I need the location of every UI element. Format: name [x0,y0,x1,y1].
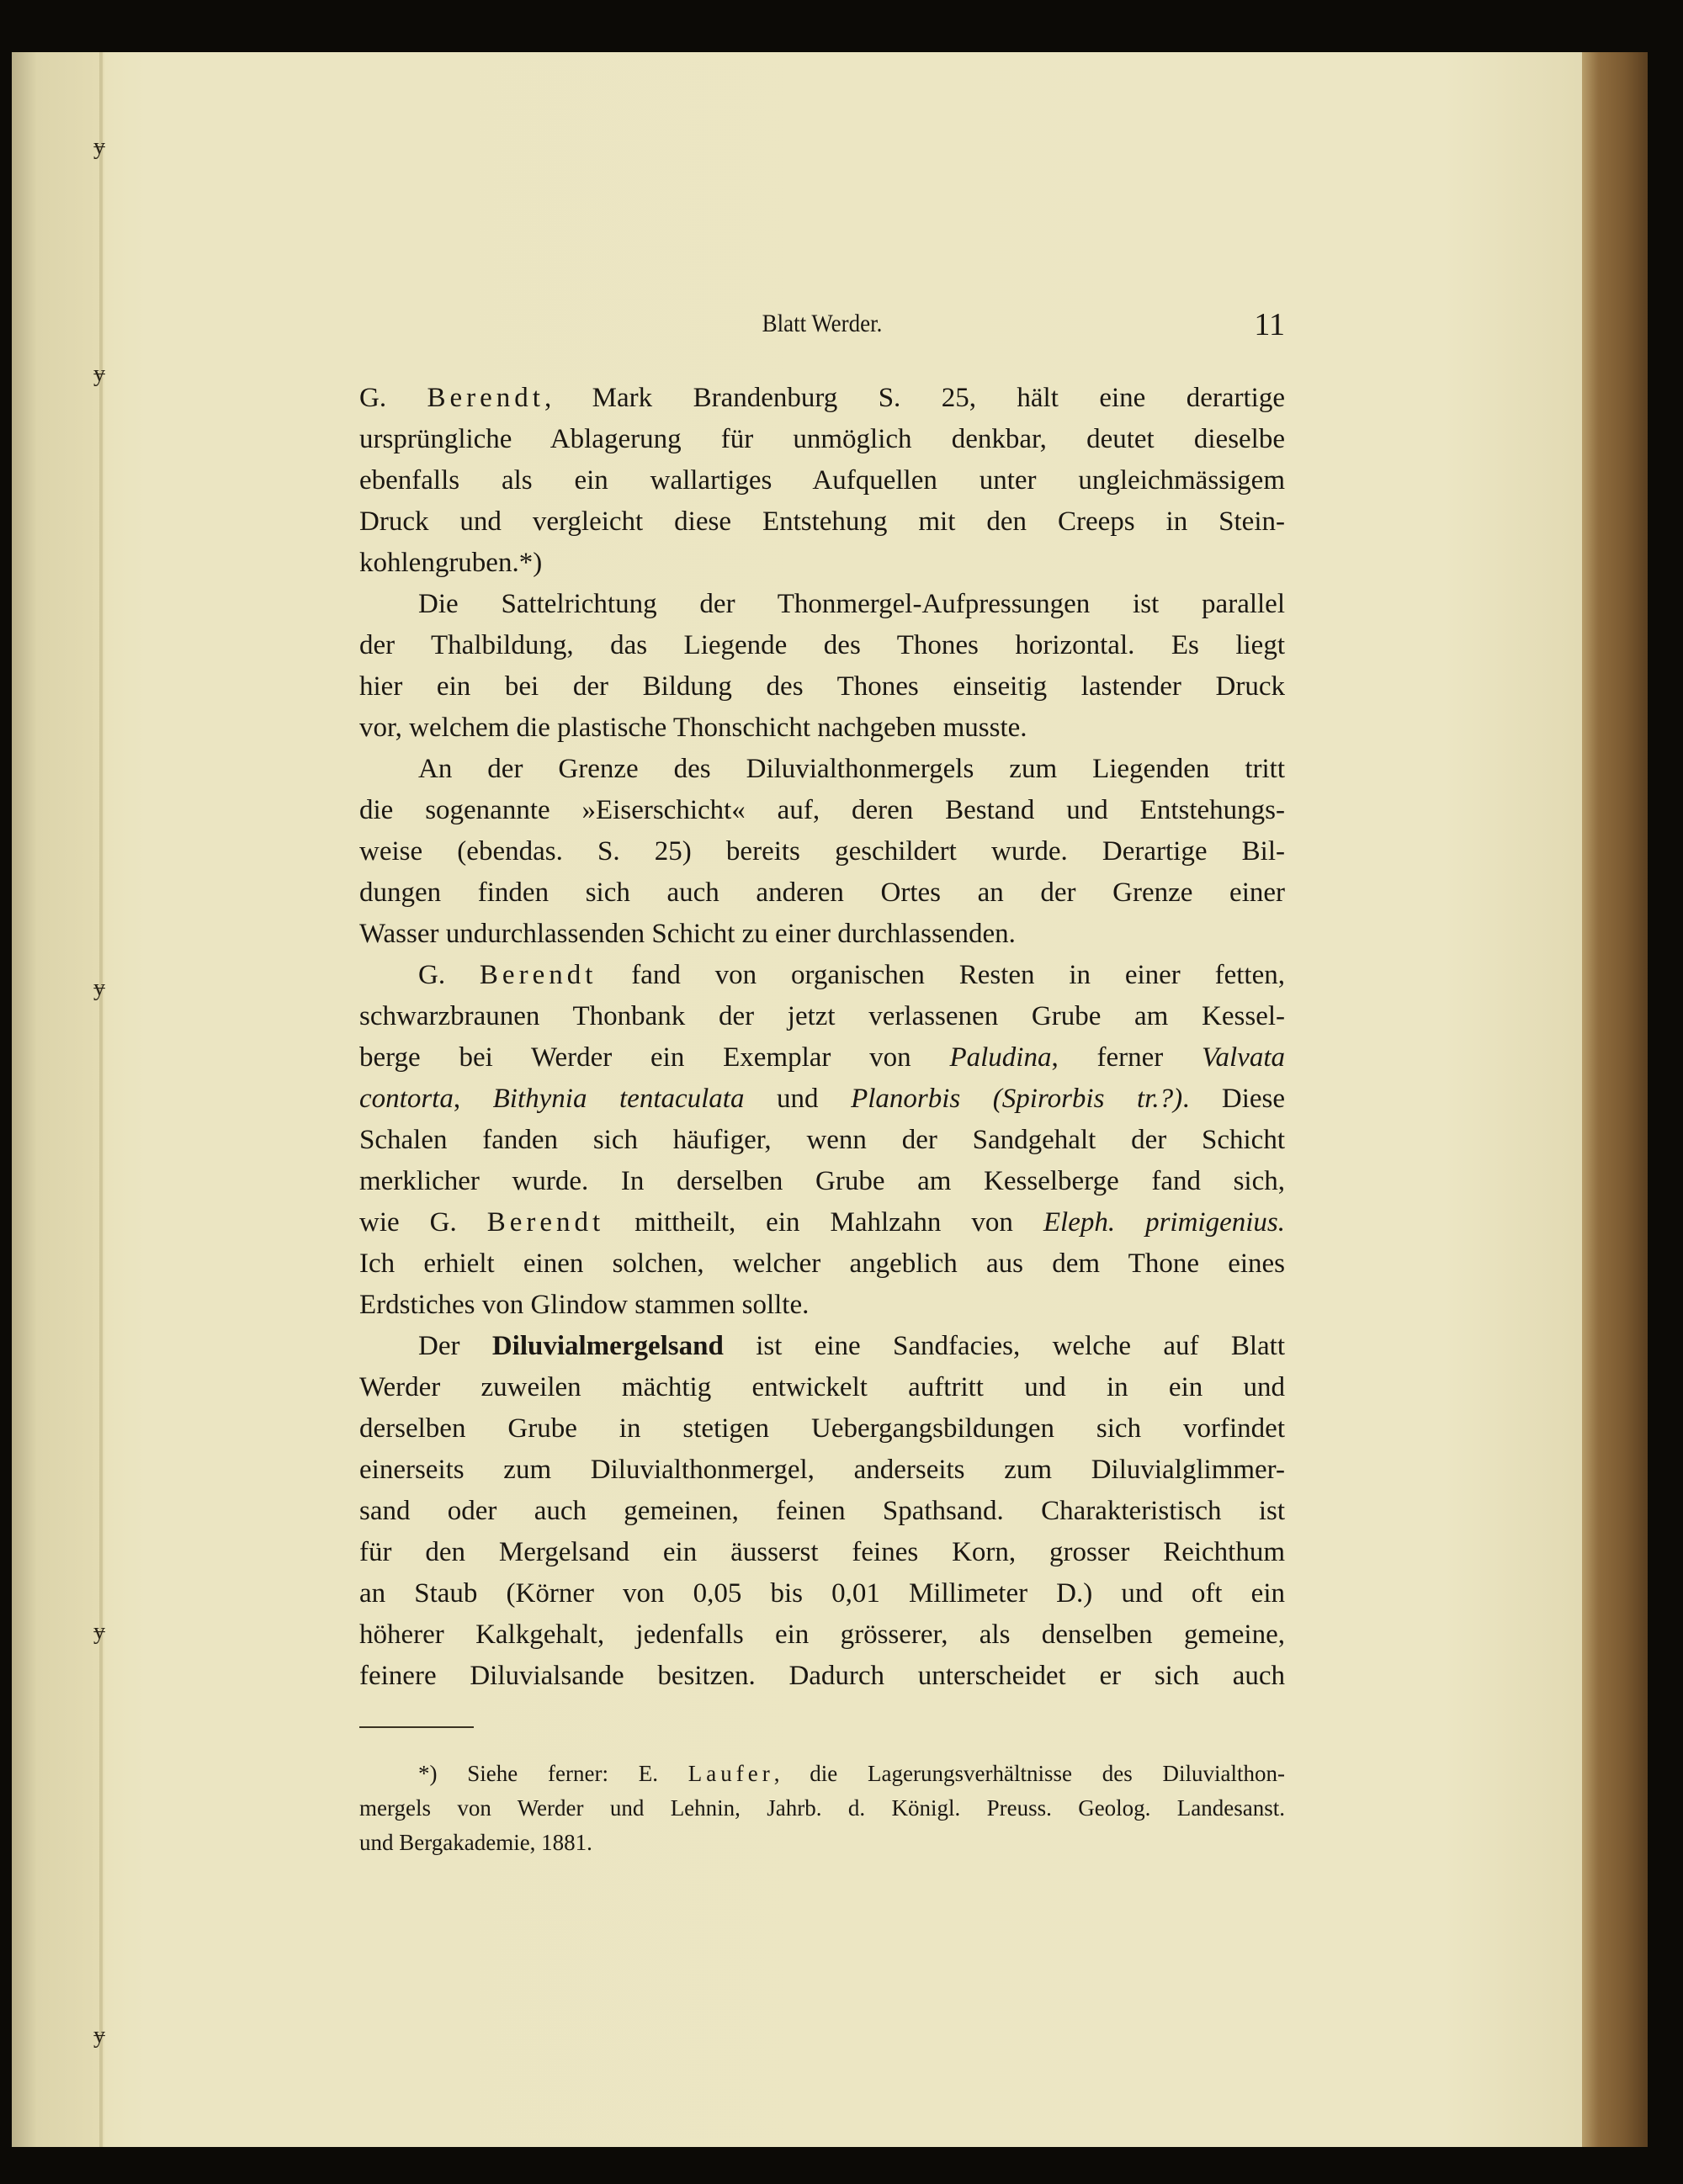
text-run: Wasser undurchlassenden Schicht zu einer durchlassenden. [359,919,1016,949]
body-line [359,955,1285,996]
body-line [359,708,1285,749]
text-run: ebenfalls als ein wallartiges Aufquellen unter ungleichmässigem [359,465,1285,496]
text-run: G. [418,960,480,990]
body-line [359,1285,1285,1326]
bold-term: Diluvialmergelsand [491,1331,724,1361]
body-line [359,1120,1285,1161]
footnote-line [359,1826,1285,1860]
book-edge [1582,52,1648,2147]
text-run: kohlengruben.*) [359,548,543,578]
footnote-rule [359,1726,474,1728]
body-line [359,1614,1285,1656]
text-run: An der Grenze des Diluvialthonmergels zum Liegenden tritt [418,754,1285,784]
text-run: Die Sattelrichtung der Thonmergel-Aufpressungen ist parallel [418,589,1285,619]
text-run: an Staub (Körner von 0,05 bis 0,01 Millimeter D.) und oft ein [359,1578,1285,1609]
body-text [359,378,1285,1697]
text-run: hier ein bei der Bildung des Thones einseitig lastender Druck [359,671,1285,702]
text-run: vor, welchem die plastische Thonschicht nachgeben musste. [359,713,1027,743]
body-line [359,501,1285,543]
text-run: G. [359,383,427,413]
body-line [359,1243,1285,1285]
body-line [359,419,1285,460]
body-line [359,584,1285,625]
body-line [359,914,1285,955]
body-line [359,1326,1285,1367]
body-line [359,831,1285,872]
text-run: einerseits zum Diluvialthonmergel, anderseits zum Diluvialglimmer- [359,1455,1285,1485]
italic-text: contorta [359,1084,454,1114]
binding-stitch-icon: ɏ [93,134,105,160]
text-run: Der [418,1331,492,1361]
text-run: , die Lagerungsverhältnisse des Diluvialthon- [773,1761,1285,1786]
body-line [359,666,1285,708]
text-run: weise (ebendas. S. 25) bereits geschildert wurde. Derartige Bil- [359,836,1285,867]
text-run: der Thalbildung, das Liegende des Thones horizontal. Es liegt [359,630,1285,660]
running-title: Blatt Werder. [762,310,883,337]
running-header [359,307,1285,348]
body-line [359,749,1285,790]
text-run: feinere Diluvialsande besitzen. Dadurch unterscheidet er sich auch [359,1661,1285,1691]
text-run: , [453,1084,493,1114]
binding-stitch-icon: ɏ [93,2022,105,2049]
spaced-name: Berendt [427,383,544,413]
italic-text: Eleph. primigenius. [1043,1207,1285,1238]
footnote [359,1757,1285,1860]
text-run: derselben Grube in stetigen Uebergangsbildungen sich vorfindet [359,1413,1285,1444]
text-run: die sogenannte »Eiserschicht« auf, deren Bestand und Entstehungs- [359,795,1285,825]
spaced-name: Berendt [486,1207,605,1238]
text-run: höherer Kalkgehalt, jedenfalls ein grösserer, als denselben gemeine, [359,1619,1285,1650]
binding-stitch-icon: ɏ [93,361,105,387]
body-line [359,625,1285,666]
body-line [359,1037,1285,1079]
page-number: 11 [1254,307,1285,342]
text-run: fand von organischen Resten in einer fetten, [597,960,1285,990]
body-line [359,378,1285,419]
body-line [359,1161,1285,1202]
italic-text: Valvata [1202,1042,1286,1073]
body-line [359,1656,1285,1697]
text-run: und Bergakademie, 1881. [359,1830,592,1855]
body-line [359,1367,1285,1408]
text-run: ursprüngliche Ablagerung für unmöglich denkbar, deutet dieselbe [359,424,1285,454]
text-run: mergels von Werder und Lehnin, Jahrb. d. Königl. Preuss. Geolog. Landesanst. [359,1795,1285,1821]
text-run: , Mark Brandenburg S. 25, hält eine derartige [544,383,1285,413]
body-line [359,1491,1285,1532]
body-line [359,790,1285,831]
text-run: . Diese [1182,1084,1286,1114]
text-run: berge bei Werder ein Exemplar von [359,1042,950,1073]
body-line [359,996,1285,1037]
italic-text: Planorbis (Spirorbis tr.?) [851,1084,1183,1114]
text-run: Schalen fanden sich häufiger, wenn der Sandgehalt der Schicht [359,1125,1285,1155]
text-run: Erdstiches von Glindow stammen sollte. [359,1290,810,1320]
body-line [359,460,1285,501]
text-run: wie G. [359,1207,487,1238]
footnote-line [359,1791,1285,1826]
text-run: dungen finden sich auch anderen Ortes an der Grenze einer [359,877,1285,908]
body-line [359,872,1285,914]
binding-stitch-icon: ɏ [93,975,105,1001]
italic-text: Bithynia tentaculata [492,1084,745,1114]
text-run: mittheilt, ein Mahlzahn von [604,1207,1043,1238]
italic-text: Paludina [949,1042,1052,1073]
text-run: ist eine Sandfacies, welche auf Blatt [723,1331,1286,1361]
body-line [359,543,1285,584]
body-line [359,1450,1285,1491]
body-line [359,1573,1285,1614]
text-run: sand oder auch gemeinen, feinen Spathsand. Charakteristisch ist [359,1496,1285,1526]
text-run: Ich erhielt einen solchen, welcher angeblich aus dem Thone eines [359,1248,1285,1279]
body-line [359,1079,1285,1120]
body-line [359,1532,1285,1573]
body-line [359,1202,1285,1243]
body-line [359,1408,1285,1450]
spaced-name: Berendt [479,960,597,990]
text-run: *) Siehe ferner: E. [418,1761,688,1786]
text-run: für den Mergelsand ein äusserst feines Korn, grosser Reichthum [359,1537,1285,1567]
text-run: , ferner [1051,1042,1203,1073]
text-run: Druck und vergleicht diese Entstehung mit den Creeps in Stein- [359,506,1285,537]
binding-stitch-icon: ɏ [93,1619,105,1645]
text-run: und [744,1084,852,1114]
footnote-line [359,1757,1285,1791]
text-run: schwarzbraunen Thonbank der jetzt verlassenen Grube am Kessel- [359,1001,1285,1031]
text-run: merklicher wurde. In derselben Grube am Kesselberge fand sich, [359,1166,1285,1196]
spaced-name: Laufer [688,1761,774,1786]
text-run: Werder zuweilen mächtig entwickelt auftritt und in ein und [359,1372,1285,1402]
